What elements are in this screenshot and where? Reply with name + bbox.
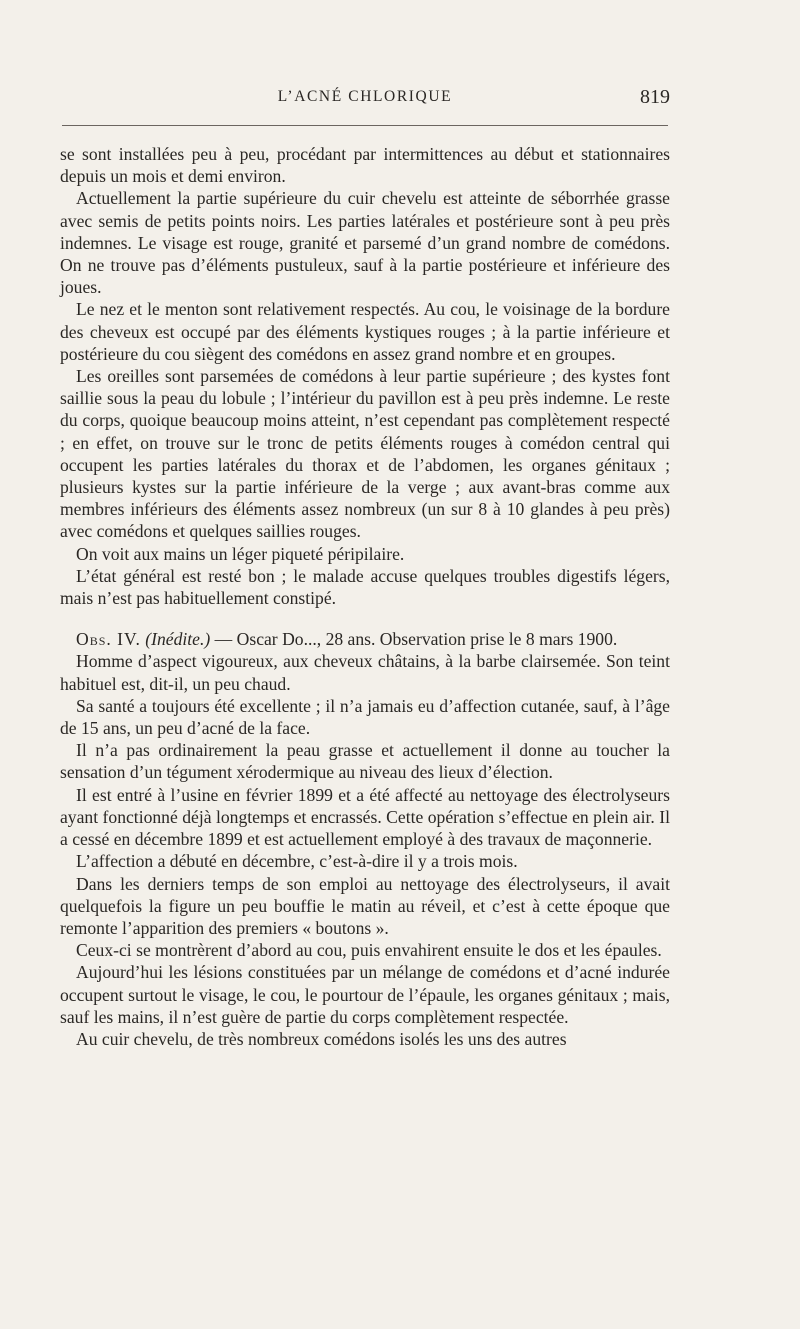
paragraph: Au cuir chevelu, de très nombreux comédons isolés les uns des autres [76,1028,567,1049]
paragraph: On voit aux mains un léger piqueté péripilaire. [76,543,405,564]
paragraph: se sont installées peu à peu, procédant par intermittences au début et stationnaires depuis un mois et demi environ. [60,144,670,187]
page-header [60,88,670,112]
paragraph: Sa santé a toujours été excellente ; il n’a jamais eu d’affection cutanée, sauf, à l’âge de 15 ans, un peu d’acné de la face. [60,695,670,739]
paragraph: Actuellement la partie supérieure du cuir chevelu est atteinte de séborrhée grasse avec semis de petits points noirs. Les parties latérales et postérieure sont à peu près indemnes. Le visage est rouge, granité et parsemé d’un grand nombre de comédons. On ne trouve pas d’éléments pustuleux, sauf à la partie postérieure et inférieure des joues. [60,188,670,298]
paragraph: Dans les derniers temps de son emploi au nettoyage des électrolyseurs, il avait quelquefois la figure un peu bouffie le matin au réveil, et c’est à cette époque que remonte l’apparition des premiers « boutons ». [60,873,670,938]
body-text [60,143,670,1050]
observation-note: (Inédite.) [145,629,211,650]
paragraph: Le nez et le menton sont relativement respectés. Au cou, le voisinage de la bordure des cheveux est occupé par des éléments kystiques rouges ; à la partie inférieure et postérieure du cou siègent des comédons en assez grand nombre et en groupes. [60,299,670,364]
paragraph: Les oreilles sont parsemées de comédons à leur partie supérieure ; des kystes font saillie sous la peau du lobule ; l’intérieur du pavillon est à peu près indemne. Le reste du corps, quoique beaucoup moins atteint, n’est cependant pas complètement respecté ; en effet, on trouve sur le tronc de petits éléments rouges à comédon central qui occupent les parties latérales du thorax et de l’abdomen, les organes génitaux ; plusieurs kystes sur la partie inférieure de la verge ; aux avant-bras comme aux membres inférieurs des éléments assez nombreux (un sur 8 à 10 glandes à peu près) avec comédons et quelques saillies rouges. [60,366,670,542]
section-gap [60,609,670,628]
paragraph: L’affection a débuté en décembre, c’est-à-dire il y a trois mois. [76,851,518,872]
paragraph: Aujourd’hui les lésions constituées par un mélange de comédons et d’acné indurée occupent surtout le visage, le cou, le pourtour de l’épaule, les organes génitaux ; mais, sauf les mains, il n’est guère de partie du corps complètement respectée. [60,962,670,1027]
running-title: L’ACNÉ CHLORIQUE [277,88,453,105]
page-number: 819 [640,86,670,108]
paragraph: Il n’a pas ordinairement la peau grasse et actuellement il donne au toucher la sensation d’un tégument xérodermique au niveau des lieux d’élection. [60,740,670,783]
paragraph: L’état général est resté bon ; le malade accuse quelques troubles digestifs légers, mais n’est pas habituellement constipé. [60,565,670,609]
observation-label: Obs. IV. [76,629,141,650]
header-rule [62,125,668,126]
observation-heading [60,628,670,650]
observation-text: — Oscar Do..., 28 ans. Observation prise le 8 mars 1900. [210,629,618,650]
paragraph: Homme d’aspect vigoureux, aux cheveux châtains, à la barbe clairsemée. Son teint habituel est, dit-il, un peu chaud. [60,651,670,694]
paragraph: Il est entré à l’usine en février 1899 et a été affecté au nettoyage des électrolyseurs ayant fonctionné déjà longtemps et encrassés. Cette opération s’effectue en plein air. Il a cessé en décembre 1899 et est actuellement employé à des travaux de maçonnerie. [60,784,670,850]
paragraph: Ceux-ci se montrèrent d’abord au cou, puis envahirent ensuite le dos et les épaules. [76,940,662,961]
